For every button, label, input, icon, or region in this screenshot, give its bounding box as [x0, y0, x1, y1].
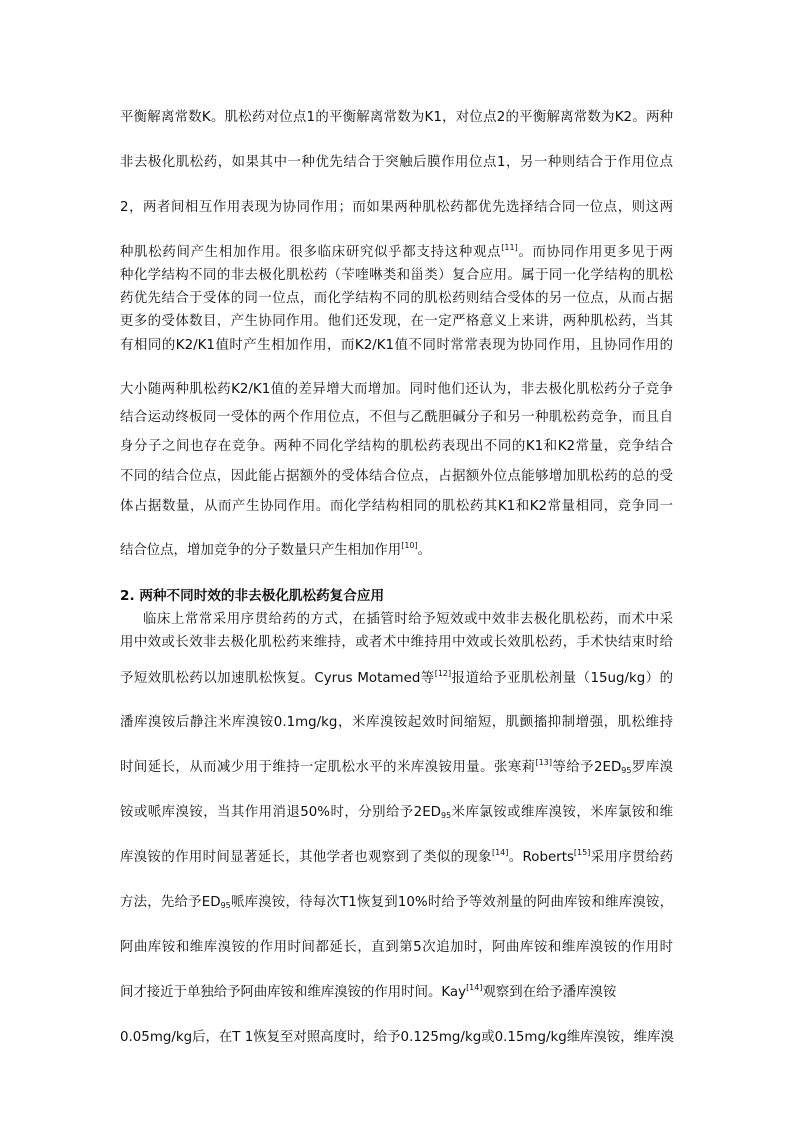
text-line: [120, 290, 673, 308]
subscript: 95: [440, 811, 452, 820]
text-line: [120, 154, 673, 172]
text-line: [120, 313, 673, 331]
text-line: [120, 939, 673, 957]
text-run: 方法，先给予ED: [120, 895, 221, 910]
text-line: [120, 670, 673, 688]
text-run: 更多的受体数目，产生协同作用。他们还发现，在一定严格意义上来讲，两种肌松药，当其: [120, 314, 673, 329]
text-run: 。Roberts: [508, 850, 574, 865]
text-run: 时间延长，从而减少用于维持一定肌松水平的米库溴铵用量。张寒莉: [120, 760, 536, 775]
text-run: 体占据数量，从而产生协同作用。而化学结构相同的肌松药其K1和K2常量相同，竞争同一: [120, 499, 673, 514]
text-run: 0.05mg/kg后，在T 1恢复至对照高度时，给予0.125mg/kg或0.15mg/kg维库溴铵，维库溴: [120, 1030, 674, 1045]
text-line: [120, 498, 673, 516]
text-line: [120, 244, 673, 262]
citation-superscript: [14]: [466, 983, 483, 992]
subscript: 95: [621, 766, 632, 775]
text-run: 不同的结合位点，因此能占据额外的受体结合位点，占据额外位点能够增加肌松药的总的受: [120, 469, 673, 484]
text-run: 间才接近于单独给予阿曲库铵和维库溴铵的作用时间。Kay: [120, 985, 467, 1000]
text-line: [120, 634, 673, 652]
text-line: [120, 109, 673, 127]
text-line: [120, 894, 673, 912]
text-line: [120, 468, 673, 486]
text-line: [120, 984, 673, 1002]
text-run: 罗库溴: [631, 760, 674, 775]
subscript: 95: [220, 901, 231, 910]
text-run: 结合运动终板同一受体的两个作用位点，不但与乙酰胆碱分子和另一种肌松药竞争，而且自: [120, 410, 673, 425]
text-run: 库溴铵的作用时间显著延长，其他学者也观察到了类似的现象: [120, 850, 492, 865]
citation-superscript: [12]: [434, 669, 452, 678]
text-line: [120, 849, 673, 867]
text-line: [120, 542, 673, 560]
text-run: 。: [417, 543, 432, 558]
text-run: 。而协同作用更多见于两: [517, 245, 674, 260]
text-run: 身分子之间也存在竞争。两种不同化学结构的肌松药表现出不同的K1和K2常量，竞争结合: [120, 439, 673, 454]
text-run: 哌库溴铵，待每次T1恢复到10%时给予等效剂量的阿曲库铵和维库溴铵，: [230, 895, 673, 910]
citation-superscript: [10]: [401, 541, 418, 550]
text-run: 潘库溴铵后静注米库溴铵0.1mg/kg，米库溴铵起效时间缩短，肌颤搐抑制增强，肌松维持: [120, 715, 673, 730]
text-run: 种化学结构不同的非去极化肌松药（苄喹啉类和甾类）复合应用。属于同一化学结构的肌松: [120, 268, 673, 283]
text-run: 予短效肌松药以加速肌松恢复。Cyrus Motamed等: [120, 671, 435, 686]
text-line: [120, 804, 673, 822]
text-line: [120, 1029, 673, 1047]
text-run: 采用序贯给药: [590, 850, 674, 865]
text-run: 有相同的K2/K1值时产生相加作用，而K2/K1值不同时常常表现为协同作用，且协同作用的: [120, 338, 673, 353]
text-line: [120, 267, 673, 285]
text-run: 结合位点，增加竞争的分子数量只产生相加作用: [120, 543, 402, 558]
text-line: [120, 438, 673, 456]
text-run: 大小随两种肌松药K2/K1值的差异增大而增加。同时他们还认为，非去极化肌松药分子竞争: [120, 382, 673, 397]
text-line: [120, 714, 673, 732]
text-run: 等给予2ED: [551, 760, 622, 775]
text-run: 米库氯铵或维库溴铵，米库氯铵和维: [451, 805, 673, 820]
text-run: 阿曲库铵和维库溴铵的作用时间都延长，直到第5次追加时，阿曲库铵和维库溴铵的作用时: [120, 940, 673, 955]
text-run: 药优先结合于受体的同一位点，而化学结构不同的肌松药则结合受体的另一位点，从而占据: [120, 291, 673, 306]
text-run: 临床上常常采用序贯给药的方式，在插管时给予短效或中效非去极化肌松药，而术中采: [143, 612, 673, 627]
citation-superscript: [13]: [535, 758, 552, 767]
text-line: [120, 381, 673, 399]
text-run: 铵或哌库溴铵，当其作用消退50%时，分别给予2ED: [120, 805, 441, 820]
text-run: 非去极化肌松药，如果其中一种优先结合于突触后膜作用位点1，另一种则结合于作用位点: [120, 155, 673, 170]
text-line: [120, 337, 673, 355]
citation-superscript: [11]: [501, 243, 518, 252]
section-heading: 2. 两种不同时效的非去极化肌松药复合应用: [120, 588, 385, 604]
text-run: 观察到在给予潘库溴铵: [482, 985, 617, 1000]
text-line: [120, 759, 673, 777]
text-run: 报道给予亚肌松剂量（15ug/kg）的: [451, 671, 673, 686]
text-run: 2，两者间相互作用表现为协同作用；而如果两种肌松药都优先选择结合同一位点，则这两: [120, 200, 673, 215]
text-line: [143, 611, 673, 629]
text-run: 种肌松药间产生相加作用。很多临床研究似乎都支持这种观点: [120, 245, 502, 260]
text-run: 用中效或长效非去极化肌松药来维持，或者术中维持用中效或长效肌松药，手术快结束时给: [120, 635, 673, 650]
citation-superscript: [15]: [573, 848, 591, 857]
text-run: 平衡解离常数K。肌松药对位点1的平衡解离常数为K1，对位点2的平衡解离常数为K2。两种: [120, 110, 673, 125]
citation-superscript: [14]: [491, 848, 509, 857]
text-line: [120, 199, 673, 217]
text-line: [120, 409, 673, 427]
